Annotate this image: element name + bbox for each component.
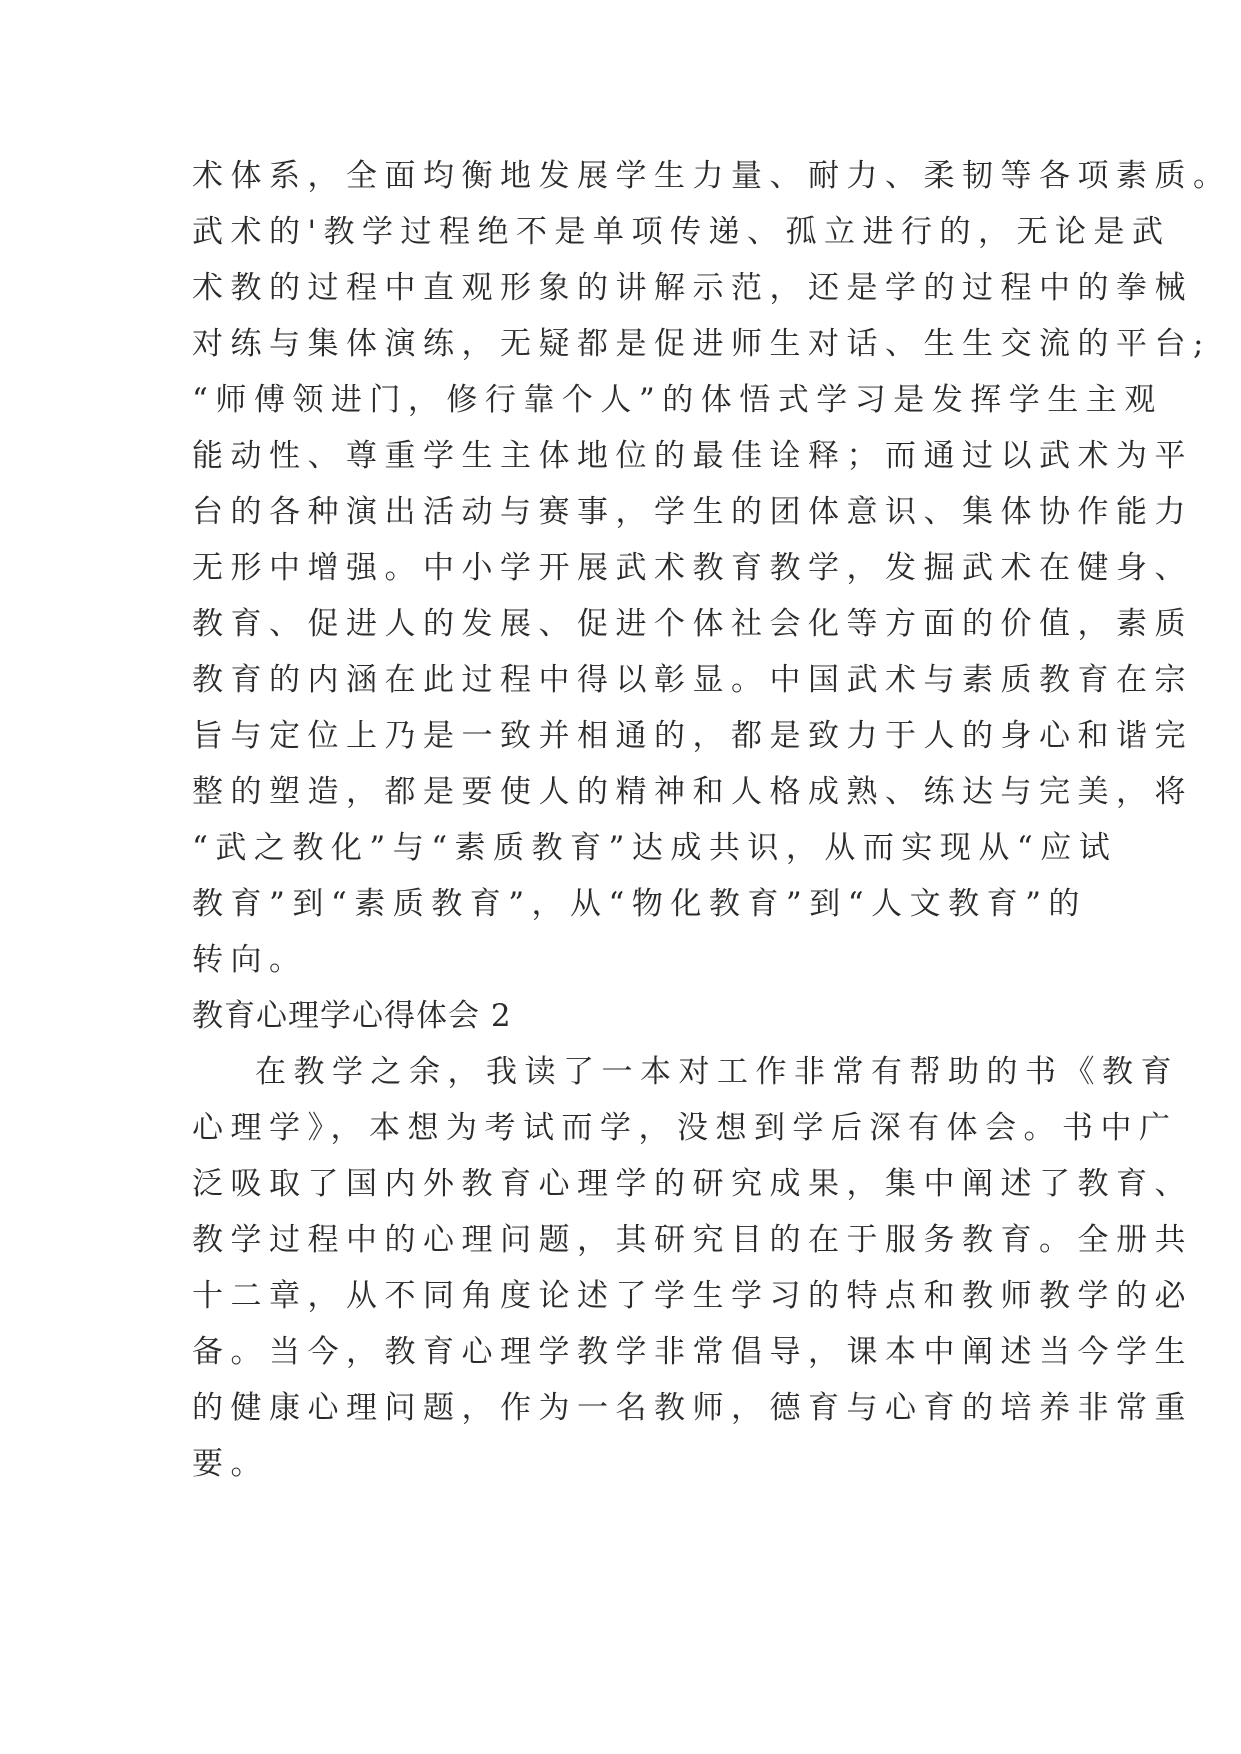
paragraph-1-line: 术体系，全面均衡地发展学生力量、耐力、柔韧等各项素质。 — [192, 158, 1232, 194]
paragraph-1-line: “师傅领进门，修行靠个人”的体悟式学习是发挥学生主观 — [192, 382, 1163, 418]
paragraph-1-line: 术教的过程中直观形象的讲解示范，还是学的过程中的拳械 — [192, 270, 1193, 306]
paragraph-2-line: 教学过程中的心理问题，其研究目的在于服务教育。全册共 — [192, 1222, 1193, 1258]
paragraph-2-line: 心理学》，本想为考试而学，没想到学后深有体会。书中广 — [192, 1110, 1178, 1146]
paragraph-2-line: 泛吸取了国内外教育心理学的研究成果，集中阐述了教育、 — [192, 1166, 1193, 1202]
paragraph-1-line: 旨与定位上乃是一致并相通的，都是致力于人的身心和谐完 — [192, 718, 1193, 754]
paragraph-1-line: 教育的内涵在此过程中得以彰显。中国武术与素质教育在宗 — [192, 662, 1193, 698]
section-title: 教育心理学心得体会 2 — [192, 998, 512, 1034]
paragraph-2-line: 的健康心理问题，作为一名教师，德育与心育的培养非常重 — [192, 1390, 1193, 1426]
paragraph-2-line: 在教学之余，我读了一本对工作非常有帮助的书《教育 — [255, 1054, 1179, 1090]
paragraph-1-line: 整的塑造，都是要使人的精神和人格成熟、练达与完美，将 — [192, 774, 1193, 810]
paragraph-1-line: 台的各种演出活动与赛事，学生的团体意识、集体协作能力 — [192, 494, 1193, 530]
paragraph-1-line: 教育、促进人的发展、促进个体社会化等方面的价值，素质 — [192, 606, 1193, 642]
paragraph-1-line: “武之教化”与“素质教育”达成共识，从而实现从“应试 — [192, 830, 1118, 866]
paragraph-2-line: 要。 — [192, 1446, 269, 1482]
paragraph-1-line: 转向。 — [192, 942, 308, 978]
paragraph-1-line: 武术的'教学过程绝不是单项传递、孤立进行的，无论是武 — [192, 214, 1171, 250]
paragraph-2-line: 十二章，从不同角度论述了学生学习的特点和教师教学的必 — [192, 1278, 1193, 1314]
paragraph-1-line: 能动性、尊重学生主体地位的最佳诠释；而通过以武术为平 — [192, 438, 1193, 474]
paragraph-1-line: 无形中增强。中小学开展武术教育教学，发掘武术在健身、 — [192, 550, 1193, 586]
paragraph-1-line: 对练与集体演练，无疑都是促进师生对话、生生交流的平台; — [192, 326, 1211, 362]
paragraph-1-line: 教育”到“素质教育”，从“物化教育”到“人文教育”的 — [192, 886, 1087, 922]
paragraph-2-line: 备。当今，教育心理学教学非常倡导，课本中阐述当今学生 — [192, 1334, 1193, 1370]
